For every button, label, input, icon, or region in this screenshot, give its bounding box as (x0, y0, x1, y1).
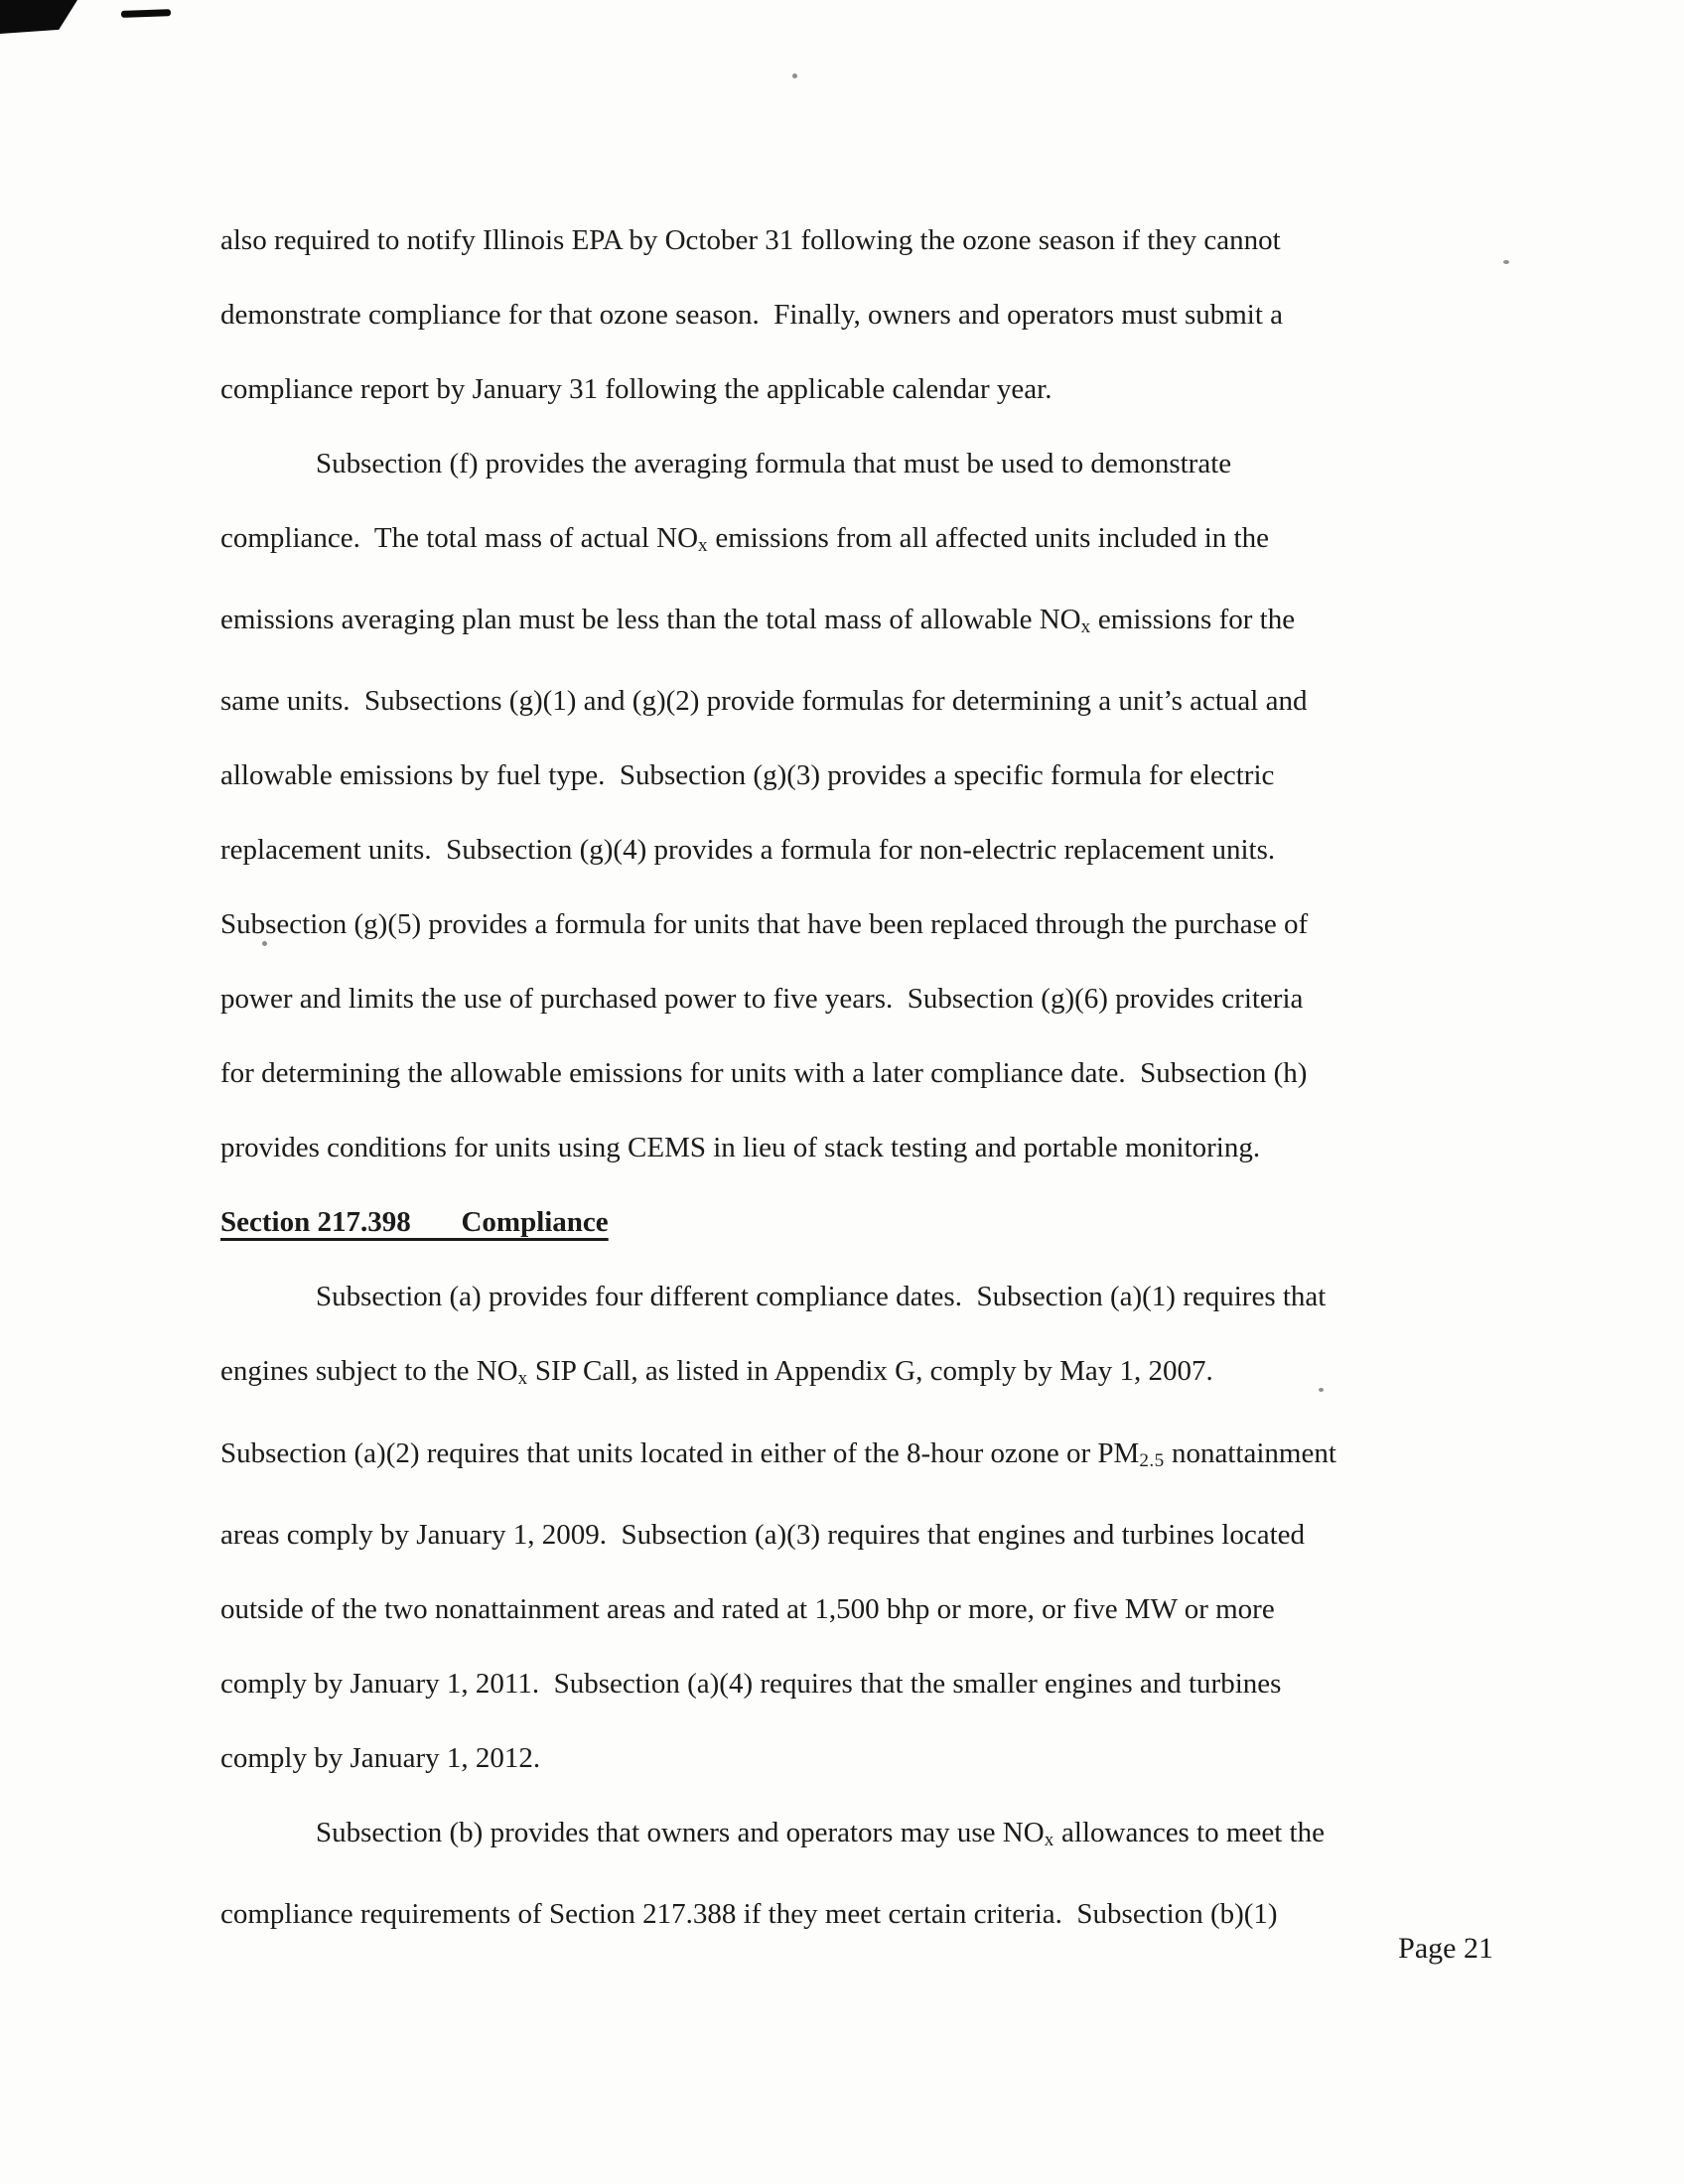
subscript-run: 2.5 (1139, 1449, 1165, 1471)
text-run: Subsection (g)(5) provides a formula for units that have been replaced through the purchase of (220, 908, 1309, 941)
text-run: Subsection (f) provides the averaging formula that must be used to demonstrate (316, 448, 1232, 479)
document-line (220, 1796, 1511, 1877)
document-line (220, 1185, 1511, 1260)
subscript-run: x (698, 535, 709, 557)
subscript-run: x (1044, 1830, 1054, 1851)
scan-speck (792, 73, 797, 78)
document-line (220, 1036, 1511, 1111)
paragraph (220, 1260, 1511, 1795)
document-line (220, 1572, 1511, 1647)
document-line (220, 1721, 1511, 1796)
text-run: compliance report by January 31 following the applicable calendar year. (220, 373, 1052, 405)
section-heading (220, 1185, 1511, 1260)
text-run: areas comply by January 1, 2009. Subsection (a)(3) requires that engines and turbines located (220, 1518, 1306, 1551)
paragraph (220, 1796, 1511, 1952)
document-line (220, 962, 1511, 1036)
document-line (220, 427, 1511, 501)
document-line (220, 887, 1511, 962)
scan-artifact-corner-mark (0, 0, 77, 34)
text-run: provides conditions for units using CEMS in lieu of stack testing and portable monitoring. (220, 1132, 1261, 1164)
text-run: Subsection (a) provides four different compliance dates. Subsection (a)(1) requires that (316, 1281, 1327, 1313)
document-line (220, 501, 1511, 583)
text-run: power and limits the use of purchased power to five years. Subsection (g)(6) provides criteria (220, 983, 1304, 1016)
text-run: compliance. The total mass of actual NO (220, 522, 699, 554)
text-run: engines subject to the NO (220, 1355, 518, 1388)
text-run: Subsection (a)(2) requires that units located in either of the 8-hour ozone or PM (220, 1436, 1140, 1469)
text-run: allowable emissions by fuel type. Subsection (g)(3) provides a specific formula for electric (220, 759, 1275, 792)
text-run: Section 217.398 Compliance (220, 1206, 609, 1239)
text-run: demonstrate compliance for that ozone season. Finally, owners and operators must submit a (220, 299, 1284, 331)
text-run: nonattainment (1164, 1436, 1336, 1469)
text-run: outside of the two nonattainment areas and rated at 1,500 bhp or more, or five MW or more (220, 1592, 1275, 1625)
document-line (220, 1498, 1511, 1572)
document-line (220, 664, 1511, 739)
text-run: emissions averaging plan must be less than the total mass of allowable NO (220, 604, 1081, 636)
document-line (220, 813, 1511, 887)
document-line (220, 1111, 1511, 1185)
text-run: also required to notify Illinois EPA by October 31 following the ozone season if they cannot (220, 224, 1281, 256)
subscript-run: x (1080, 616, 1091, 638)
text-run: same units. Subsections (g)(1) and (g)(2) provide formulas for determining a unit’s actual and (220, 685, 1308, 718)
text-run: emissions from all affected units included in the (708, 522, 1269, 554)
subscript-run: x (517, 1368, 528, 1390)
document-line (220, 583, 1511, 664)
document-line (220, 1334, 1511, 1416)
document-line (220, 1417, 1511, 1498)
paragraph (220, 204, 1511, 427)
document-line (220, 739, 1511, 813)
paragraph (220, 427, 1511, 1185)
text-run: Subsection (b) provides that owners and operators may use NO (316, 1816, 1045, 1848)
document-line (220, 1260, 1511, 1334)
text-run: SIP Call, as listed in Appendix G, comply by May 1, 2007. (527, 1355, 1213, 1388)
document-body (220, 204, 1511, 1952)
text-run: comply by January 1, 2012. (220, 1741, 541, 1774)
scan-artifact-dash-mark (121, 9, 171, 18)
document-line (220, 1877, 1511, 1952)
document-line (220, 204, 1511, 278)
text-run: emissions for the (1090, 604, 1296, 636)
text-run: allowances to meet the (1053, 1816, 1325, 1848)
text-run: replacement units. Subsection (g)(4) provides a formula for non-electric replacement units. (220, 834, 1276, 867)
document-line (220, 1647, 1511, 1721)
document-line (220, 352, 1511, 427)
page-number: Page 21 (1398, 1932, 1493, 1965)
document-line (220, 278, 1511, 352)
text-run: for determining the allowable emissions for units with a later compliance date. Subsection (h) (220, 1057, 1308, 1090)
text-run: comply by January 1, 2011. Subsection (a)(4) requires that the smaller engines and turbines (220, 1667, 1282, 1700)
text-run: compliance requirements of Section 217.388 if they meet certain criteria. Subsection (b)(1) (220, 1898, 1278, 1931)
